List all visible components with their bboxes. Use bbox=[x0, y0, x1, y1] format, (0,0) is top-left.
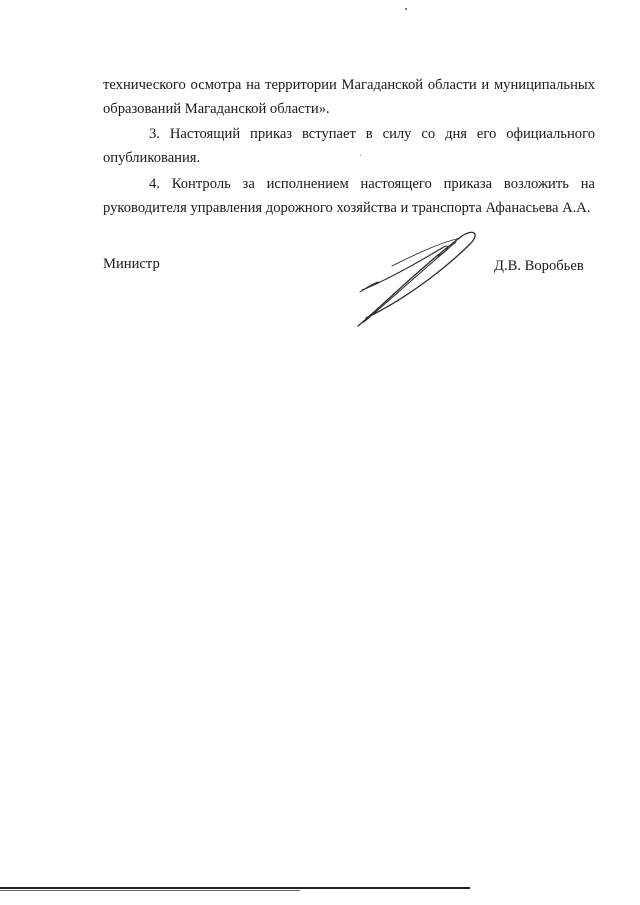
signatory-position: Министр bbox=[103, 256, 160, 272]
handwritten-signature bbox=[352, 226, 482, 330]
scan-artifact bbox=[405, 8, 407, 10]
paragraph-line: технического осмотра на территории Магаданской области и муниципальных bbox=[103, 77, 595, 93]
paragraph-continuation bbox=[103, 73, 595, 121]
signatory-name: Д.В. Воробьев bbox=[494, 258, 584, 274]
paragraph-4 bbox=[103, 172, 595, 220]
paragraph-line: 3. Настоящий приказ вступает в силу со дня его официального bbox=[149, 126, 595, 142]
page-bottom-rule bbox=[0, 887, 470, 889]
paragraph-line: 4. Контроль за исполнением настоящего приказа возложить на bbox=[149, 176, 595, 192]
paragraph-line: руководителя управления дорожного хозяйства и транспорта Афанасьева А.А. bbox=[103, 200, 591, 216]
paragraph-line: опубликования. bbox=[103, 150, 201, 166]
page-bottom-rule bbox=[0, 890, 300, 891]
paragraph-line: образований Магаданской области». bbox=[103, 101, 330, 117]
paragraph-3 bbox=[103, 122, 595, 170]
